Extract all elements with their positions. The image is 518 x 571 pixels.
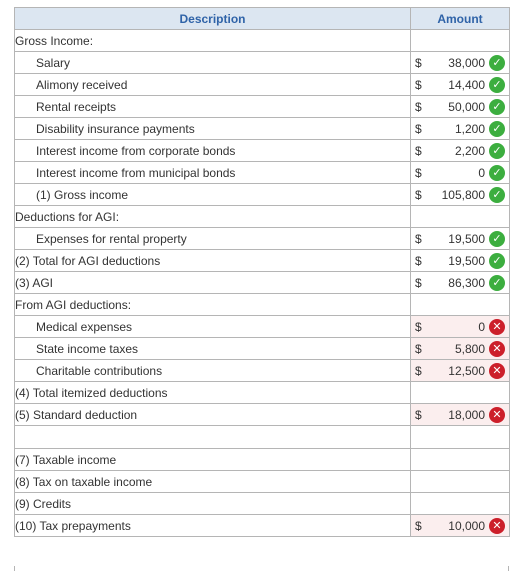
amount-cell[interactable] <box>411 316 510 338</box>
row-description: Disability insurance payments <box>15 118 411 140</box>
table-row <box>15 118 510 140</box>
row-description: (4) Total itemized deductions <box>15 382 411 404</box>
amount-value[interactable]: 50,000 <box>448 100 485 114</box>
description-header: Description <box>15 8 411 30</box>
amount-value[interactable]: 1,200 <box>454 122 485 136</box>
amount-cell <box>411 294 510 316</box>
amount-value[interactable]: 10,000 <box>448 519 485 533</box>
table-row <box>15 250 510 272</box>
table-row <box>15 471 510 493</box>
table-row <box>15 382 510 404</box>
table-row <box>15 96 510 118</box>
amount-value[interactable]: 14,400 <box>448 78 485 92</box>
amount-cell <box>411 426 510 449</box>
row-description: (8) Tax on taxable income <box>15 471 411 493</box>
dollar-sign: $ <box>415 254 422 268</box>
row-description: Interest income from municipal bonds <box>15 162 411 184</box>
check-circle-icon: ✓ <box>489 187 505 203</box>
amount-cell[interactable] <box>411 228 510 250</box>
dollar-sign: $ <box>415 56 422 70</box>
amount-header: Amount <box>411 8 510 30</box>
row-description: Medical expenses <box>15 316 411 338</box>
check-circle-icon: ✓ <box>489 121 505 137</box>
amount-value[interactable]: 86,300 <box>448 276 485 290</box>
row-description: (1) Gross income <box>15 184 411 206</box>
row-description: (3) AGI <box>15 272 411 294</box>
amount-value[interactable]: 0 <box>478 320 485 334</box>
amount-cell[interactable] <box>411 184 510 206</box>
amount-cell <box>411 449 510 471</box>
amount-cell[interactable] <box>411 118 510 140</box>
row-description: Rental receipts <box>15 96 411 118</box>
x-circle-icon: ✕ <box>489 518 505 534</box>
amount-value[interactable]: 5,800 <box>454 342 485 356</box>
amount-value[interactable]: 19,500 <box>448 254 485 268</box>
table-row <box>15 30 510 52</box>
row-description: From AGI deductions: <box>15 294 411 316</box>
amount-value[interactable]: 105,800 <box>441 188 485 202</box>
check-circle-icon: ✓ <box>489 253 505 269</box>
table-row <box>15 52 510 74</box>
check-circle-icon: ✓ <box>489 99 505 115</box>
dollar-sign: $ <box>415 166 422 180</box>
table-row <box>15 493 510 515</box>
amount-cell <box>411 206 510 228</box>
table-row <box>15 515 510 537</box>
row-description: (7) Taxable income <box>15 449 411 471</box>
amount-cell <box>411 30 510 52</box>
check-circle-icon: ✓ <box>489 55 505 71</box>
row-description: (5) Standard deduction <box>15 404 411 426</box>
amount-cell[interactable] <box>411 96 510 118</box>
amount-cell[interactable] <box>411 250 510 272</box>
dollar-sign: $ <box>415 122 422 136</box>
table-row <box>15 272 510 294</box>
dollar-sign: $ <box>415 320 422 334</box>
dollar-sign: $ <box>415 100 422 114</box>
table-row <box>15 74 510 96</box>
amount-value[interactable]: 0 <box>478 166 485 180</box>
table-row <box>15 162 510 184</box>
check-circle-icon: ✓ <box>489 77 505 93</box>
dollar-sign: $ <box>415 519 422 533</box>
amount-value[interactable]: 2,200 <box>454 144 485 158</box>
amount-value[interactable]: 18,000 <box>448 408 485 422</box>
row-description: State income taxes <box>15 338 411 360</box>
row-description: Gross Income: <box>15 30 411 52</box>
check-circle-icon: ✓ <box>489 165 505 181</box>
table-row <box>15 426 510 449</box>
table-row <box>15 316 510 338</box>
check-circle-icon: ✓ <box>489 231 505 247</box>
x-circle-icon: ✕ <box>489 363 505 379</box>
table-row <box>15 338 510 360</box>
dollar-sign: $ <box>415 342 422 356</box>
row-description: Expenses for rental property <box>15 228 411 250</box>
table-row <box>15 140 510 162</box>
row-description: Deductions for AGI: <box>15 206 411 228</box>
x-circle-icon: ✕ <box>489 341 505 357</box>
amount-cell[interactable] <box>411 52 510 74</box>
dollar-sign: $ <box>415 78 422 92</box>
amount-value[interactable]: 12,500 <box>448 364 485 378</box>
x-circle-icon: ✕ <box>489 407 505 423</box>
table-row <box>15 184 510 206</box>
dollar-sign: $ <box>415 276 422 290</box>
income-worksheet-table <box>14 7 510 537</box>
check-circle-icon: ✓ <box>489 143 505 159</box>
amount-cell[interactable] <box>411 360 510 382</box>
amount-cell[interactable] <box>411 74 510 96</box>
row-description: (10) Tax prepayments <box>15 515 411 537</box>
table-row <box>15 360 510 382</box>
table-row <box>15 294 510 316</box>
row-description: Charitable contributions <box>15 360 411 382</box>
dollar-sign: $ <box>415 188 422 202</box>
amount-cell[interactable] <box>411 162 510 184</box>
amount-cell <box>411 471 510 493</box>
amount-cell <box>411 382 510 404</box>
amount-cell[interactable] <box>411 515 510 537</box>
dollar-sign: $ <box>415 144 422 158</box>
x-circle-icon: ✕ <box>489 319 505 335</box>
table-row <box>15 449 510 471</box>
amount-value[interactable]: 19,500 <box>448 232 485 246</box>
amount-cell[interactable] <box>411 272 510 294</box>
row-description: (2) Total for AGI deductions <box>15 250 411 272</box>
row-description: (9) Credits <box>15 493 411 515</box>
amount-cell[interactable] <box>411 404 510 426</box>
dollar-sign: $ <box>415 232 422 246</box>
table-row <box>15 228 510 250</box>
header-row <box>15 8 510 30</box>
table-row <box>15 206 510 228</box>
row-description <box>15 426 411 449</box>
amount-value[interactable]: 38,000 <box>448 56 485 70</box>
amount-cell[interactable] <box>411 338 510 360</box>
table-row <box>15 404 510 426</box>
amount-cell <box>411 493 510 515</box>
amount-cell[interactable] <box>411 140 510 162</box>
check-circle-icon: ✓ <box>489 275 505 291</box>
row-description: Salary <box>15 52 411 74</box>
dollar-sign: $ <box>415 408 422 422</box>
dollar-sign: $ <box>415 364 422 378</box>
row-description: Alimony received <box>15 74 411 96</box>
row-description: Interest income from corporate bonds <box>15 140 411 162</box>
table-continuation <box>14 566 509 571</box>
